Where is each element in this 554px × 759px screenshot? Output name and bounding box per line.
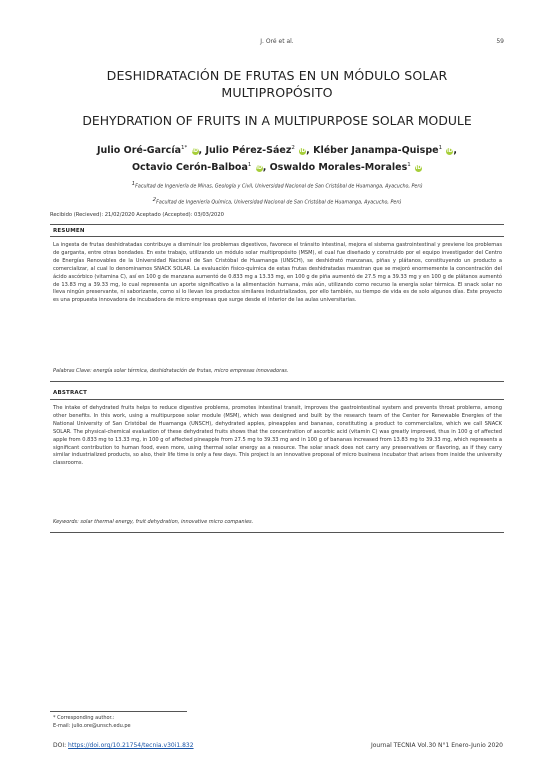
title-spanish-line-1: DESHIDRATACIÓN DE FRUTAS EN UN MÓDULO SOLAR [106,68,448,83]
journal-citation: Journal TECNIA Vol.30 N°1 Enero-Junio 2020 [370,742,503,749]
authors-line-1: Julio Oré-García$^{1*}$ iD, Julio Pérez-Sáez$^2$ iD, Kléber Janampa-Quispe$^1$ iD, [97,145,457,157]
keywords: Keywords: solar thermal energy, fruit dehydration, innovative micro companies. [53,519,254,525]
resumen-text: La ingesta de frutas deshidratadas contribuye a disminuir los problemas digestivos, favorece el tránsito intestinal, mejora el sistema gastrointestinal y previene los problemas de garganta, entre otras bondades. En este trabajo, utilizando un módulo solar multipropósito (MSM), el cual fue diseñado y construido por el equipo investigador del Centro de Energías Renovables de la Universidad Nacional de San Cristóbal de Huamanga (UNSCH), se deshidrató manzanas, piñas y plátanos, constituyendo un producto a comercializar, al cual lo denominamos SNACK SOLAR. La evaluación físico-química de estas frutas deshidratadas muestran que se mejoró enormemente la concentración del ácido ascórbico (vitamina C), así en 100 g de manzana aumentó de 0.833 mg a 13.33 mg, en 100 g de piña aumentó de 27.5 mg a 39.33 mg y en 100 g de plátanos aumentó de 13.83 mg a 39.33 mg, lo cual representa un aporte significativo a la alimentación humana, más aún, utilizando como recurso la energía solar térmica. El snack solar no lleva ningún preservante, ni saborizante, como sí lo llevan los productos similares industrializados, por ello también, su tiempo de vida es de solo algunos días. Este proyecto es una propuesta innovadora de incubadora de micro empresas que surge desde el interior de las aulas universitarias. [53,242,502,304]
orcid-icon[interactable]: iD [192,148,198,155]
affiliation-1 [50,181,504,190]
author-affiliation-mark: 1* [180,145,188,151]
doi [53,742,194,749]
authors-line-2: Octavio Cerón-Balboa$^1$ iD, Oswaldo Morales-Morales$^1$ iD [131,162,422,174]
author-affiliation-mark: 1 [407,162,411,169]
affiliation-mark: 2 [152,197,157,203]
title-spanish [50,67,504,101]
author-name: Julio Oré-García [97,145,181,157]
running-header-authors: J. Oré et al. [260,38,294,45]
footnote-email: E-mail: julio.ore@unsch.edu.pe [53,723,131,729]
author-name: Kléber Janampa-Quispe [313,145,439,157]
footnote-divider [50,711,187,712]
received-accepted-dates: Recibido (Recieved): 21/02/2020 Aceptado (Accepted): 03/03/2020 [50,212,224,218]
title-spanish-line-2: MULTIPROPÓSITO [221,85,333,100]
abstract-heading: ABSTRACT [53,390,88,396]
author-name: Oswaldo Morales-Morales [269,162,408,174]
divider-top-abstract [50,381,504,382]
author-affiliation-mark: 1 [247,162,252,169]
author-affiliation-mark: 2 [291,145,295,151]
author-name: Octavio Cerón-Balboa [131,162,248,174]
orcid-icon[interactable]: iD [299,148,306,155]
author-name: Julio Pérez-Sáez [205,145,292,157]
resumen-heading: RESUMEN [53,228,85,234]
authors-list [50,141,504,175]
divider-under-abstract-heading [50,399,504,400]
affiliation-text: Facultad de Ingeniería de Minas, Geología y Civil, Universidad Nacional de San Cristóbal de Huamanga, Ayacucho, Perú [135,184,423,190]
author-affiliation-mark: 1 [438,145,443,151]
doi-label: DOI: [53,742,69,749]
title-english: DEHYDRATION OF FRUITS IN A MULTIPURPOSE SOLAR MODULE [82,113,472,128]
affiliation-text: Facultad de Ingeniería Química, Universidad Nacional de San Cristóbal de Huamanga, Ayacucho, Perú [156,200,402,206]
abstract-text: The intake of dehydrated fruits helps to reduce digestive problems, promotes intestinal transit, improves the gastrointestinal system and prevents throat problems, among other benefits. In this work, using a multipurpose solar module (MSM), which was designed and built by the research team of the Center for Renewable Energies of the National University of San Cristóbal de Huamanga (UNSCH), dehydrated apples, pineapples and bananas, constituting a product to commercialize, which we call SNACK SOLAR. The physical-chemical evaluation of these dehydrated fruits shows that the concentration of ascorbic acid (vitamin C) was greatly improved, thus in 100 g of affected apple from 0.833 mg to 13.33 mg, in 100 g of affected pineapple from 27.5 mg to 39.33 mg and in 100 g of bananas increased from 13.83 mg to 39.33 mg, which represents a significant contribution to human food, even more, using thermal solar energy as a resource. The solar snack does not carry any preservatives or flavoring, as if they carry similar industrialized products, so also, their life time is only a few days. This project is an innovative proposal of micro business incubator that arises from inside the university classrooms. [53,405,502,467]
orcid-icon[interactable]: iD [415,165,422,172]
divider-top-resumen [50,224,504,225]
page-number: 59 [496,38,504,45]
page-footer [53,742,503,752]
affiliation-mark: 1 [131,181,136,187]
palabras-clave: Palabras Clave: energía solar térmica, deshidratación de frutas, micro empresas innovadoras. [53,368,289,374]
footnote-corresponding-author: * Corresponding author.: [53,715,115,721]
affiliation-2 [50,197,504,206]
divider-bottom-abstract [50,532,504,533]
running-header [0,38,554,50]
doi-link[interactable]: https://doi.org/10.21754/tecnia.v30i1.832 [68,742,194,749]
orcid-icon[interactable]: iD [256,165,263,172]
divider-under-resumen-heading [50,236,504,237]
orcid-icon[interactable]: iD [446,148,453,155]
